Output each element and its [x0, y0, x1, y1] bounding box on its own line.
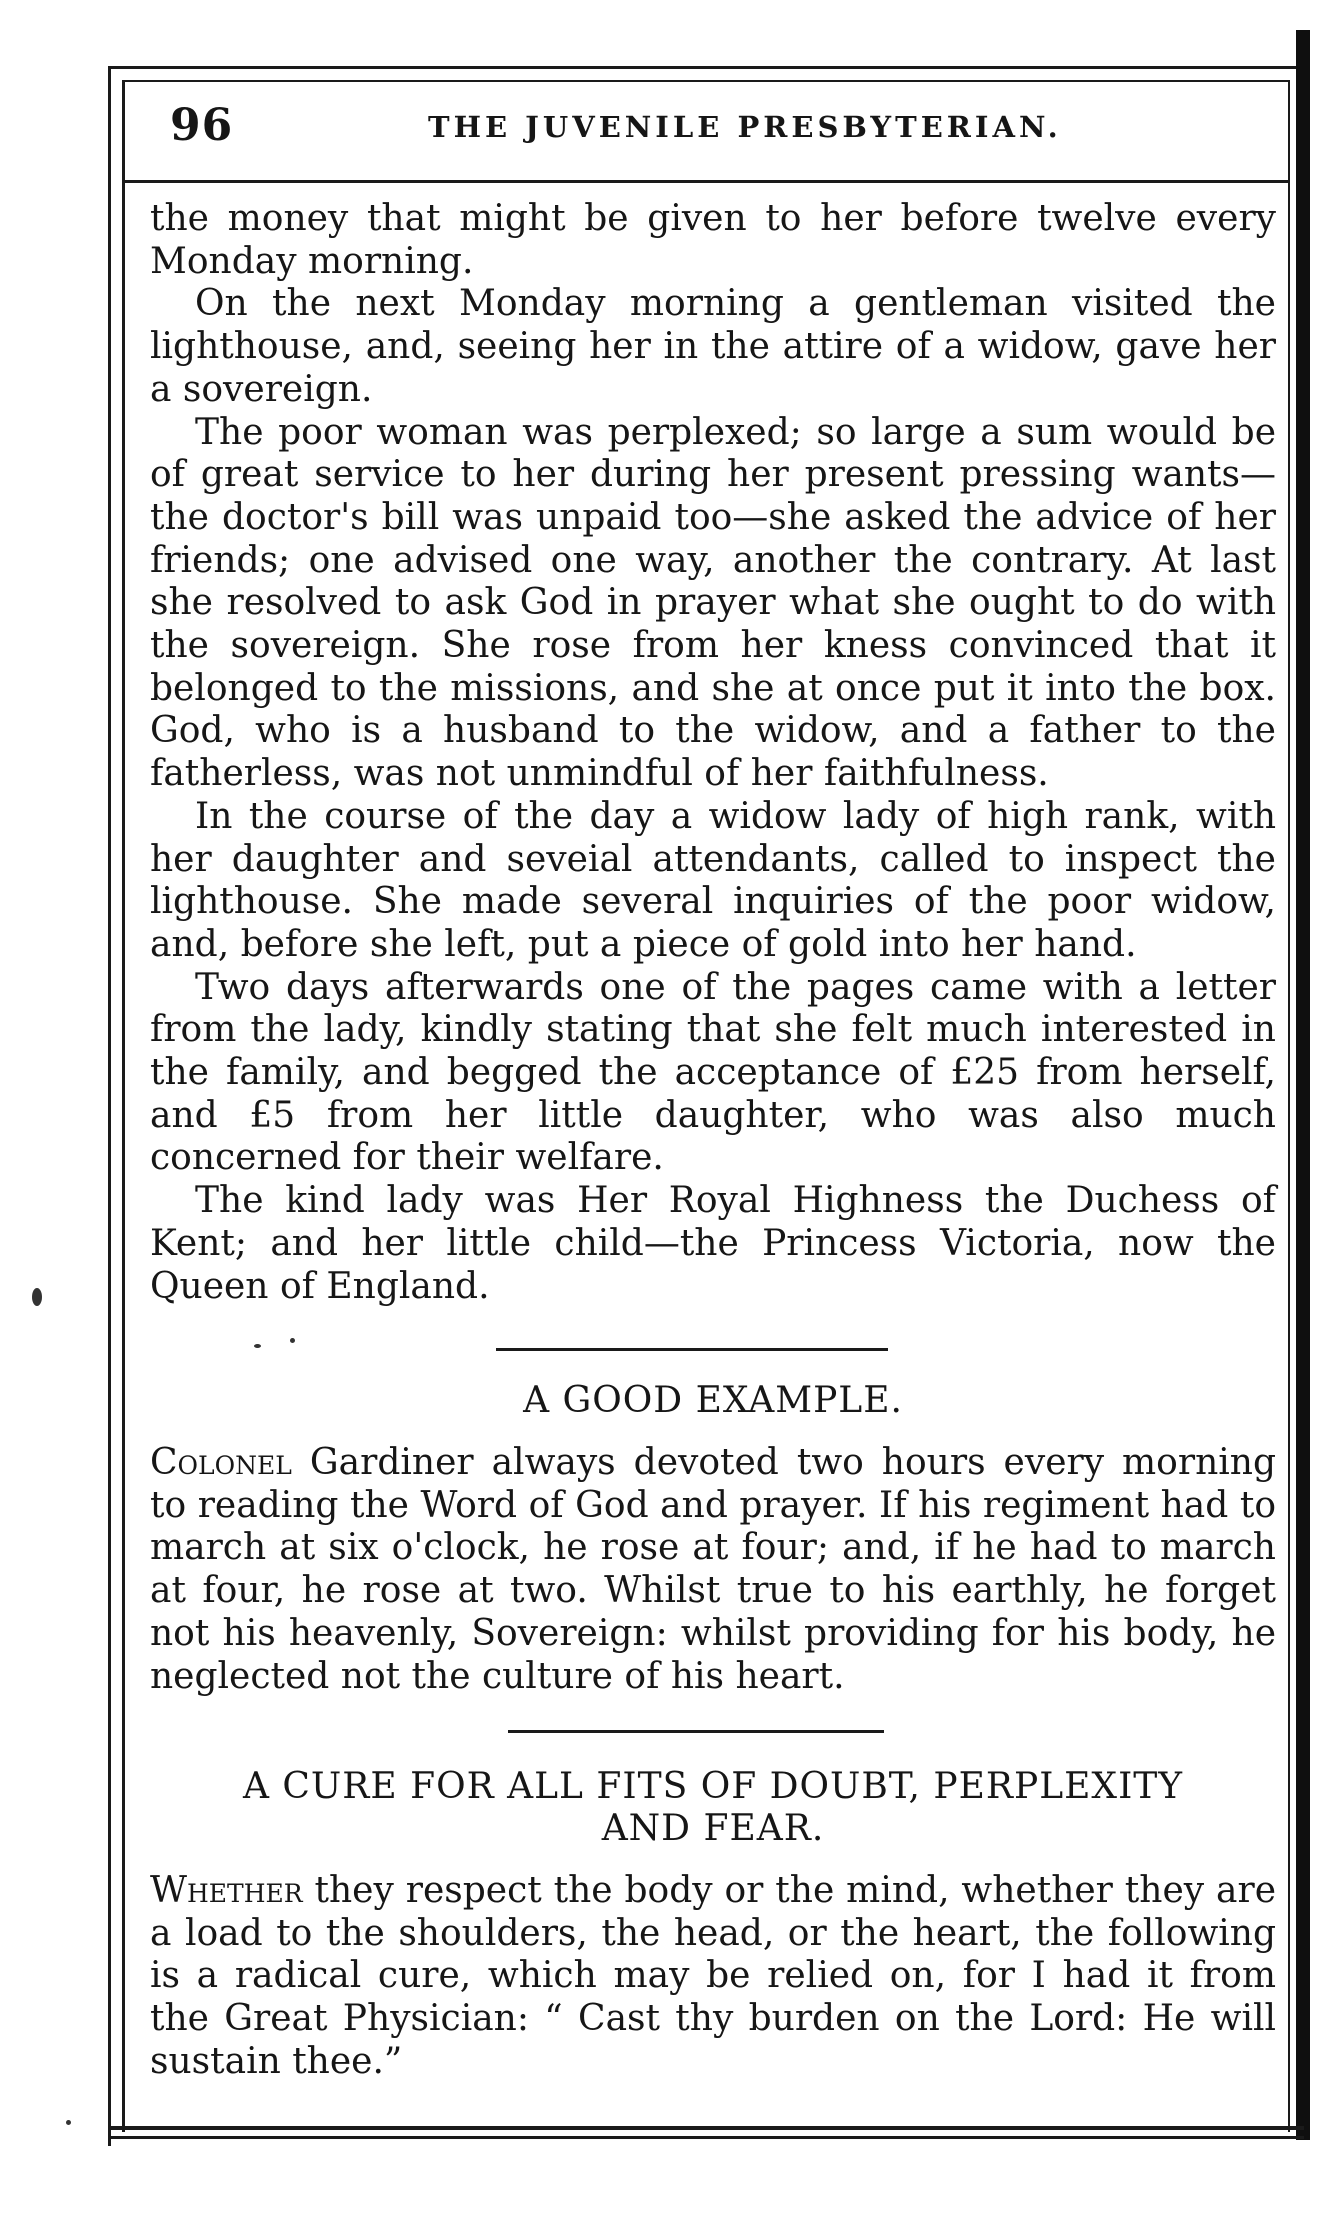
section-heading-cure	[150, 1766, 1276, 1850]
story-paragraph: The kind lady was Her Royal Highness the Duchess of Kent; and her little child—the Princess Victoria, now the Queen of England.	[150, 1180, 1276, 1307]
section-heading-good-example: A GOOD EXAMPLE.	[523, 1380, 903, 1421]
lead-name: Colonel	[150, 1442, 292, 1483]
story-paragraph: the money that might be given to her before twelve every Monday morning.	[150, 198, 1276, 282]
print-speck	[66, 2120, 71, 2125]
story-paragraph: On the next Monday morning a gentleman visited the lighthouse, and, seeing her in the attire of a widow, gave her a sovereign.	[150, 283, 1276, 410]
print-speck	[290, 1338, 295, 1343]
cure-body	[150, 1870, 1276, 2084]
bottom-rule	[108, 2126, 1304, 2130]
cure-heading-line-2: AND FEAR.	[601, 1808, 825, 1849]
good-example-body	[150, 1442, 1276, 1698]
page-number: 96	[170, 100, 234, 151]
story-paragraph: In the course of the day a widow lady of high rank, with her daughter and seveial attendants, called to inspect the lighthouse. She made several inquiries of the poor widow, and, before she left, put a piece of gold into her hand.	[150, 795, 1276, 965]
cure-text: they respect the body or the mind, whether they are a load to the shoulders, the head, or the heart, the following is a radical cure, which may be relied on, for I had it from the Great Physician: “ Cast thy burden on the Lord: He will sustain thee.”	[150, 1870, 1276, 2082]
story-paragraph: The poor woman was perplexed; so large a sum would be of great service to her during her present pressing wants—the doctor's bill was unpaid too—she asked the advice of her friends; one advised one way, another the contrary. At last she resolved to ask God in prayer what she ought to do with the sovereign. She rose from her kness convinced that it belonged to the missions, and she at once put it into the box. God, who is a husband to the widow, and a father to the fatherless, was not unmindful of her faithfulness.	[150, 411, 1276, 795]
header-rule	[124, 180, 1290, 183]
page-edge-shadow	[1296, 30, 1310, 2140]
cure-heading-line-1: A CURE FOR ALL FITS OF DOUBT, PERPLEXITY	[242, 1766, 1184, 1807]
good-example-text: Gardiner always devoted two hours every morning to reading the Word of God and prayer. If his regiment had to march at six o'clock, he rose at four; and, if he had to march at four, he rose at two. Whilst true to his earthly, he forget not his heavenly, Sovereign: whilst providing for his body, he neglected not the culture of his heart.	[150, 1442, 1276, 1697]
story-paragraph: Two days afterwards one of the pages came with a letter from the lady, kindly stating that she felt much interested in the family, and begged the acceptance of £25 from herself, and £5 from her little daughter, who was also much concerned for their welfare.	[150, 966, 1276, 1179]
running-head	[170, 100, 1270, 160]
section-divider	[508, 1730, 884, 1733]
lead-word: Whether	[150, 1870, 303, 1911]
bottom-rule-double	[108, 2136, 1304, 2139]
print-speck	[254, 1344, 261, 1348]
print-speck	[32, 1288, 42, 1306]
journal-title: THE JUVENILE PRESBYTERIAN.	[428, 110, 1062, 144]
story-body	[150, 198, 1276, 1308]
section-divider	[496, 1348, 888, 1351]
